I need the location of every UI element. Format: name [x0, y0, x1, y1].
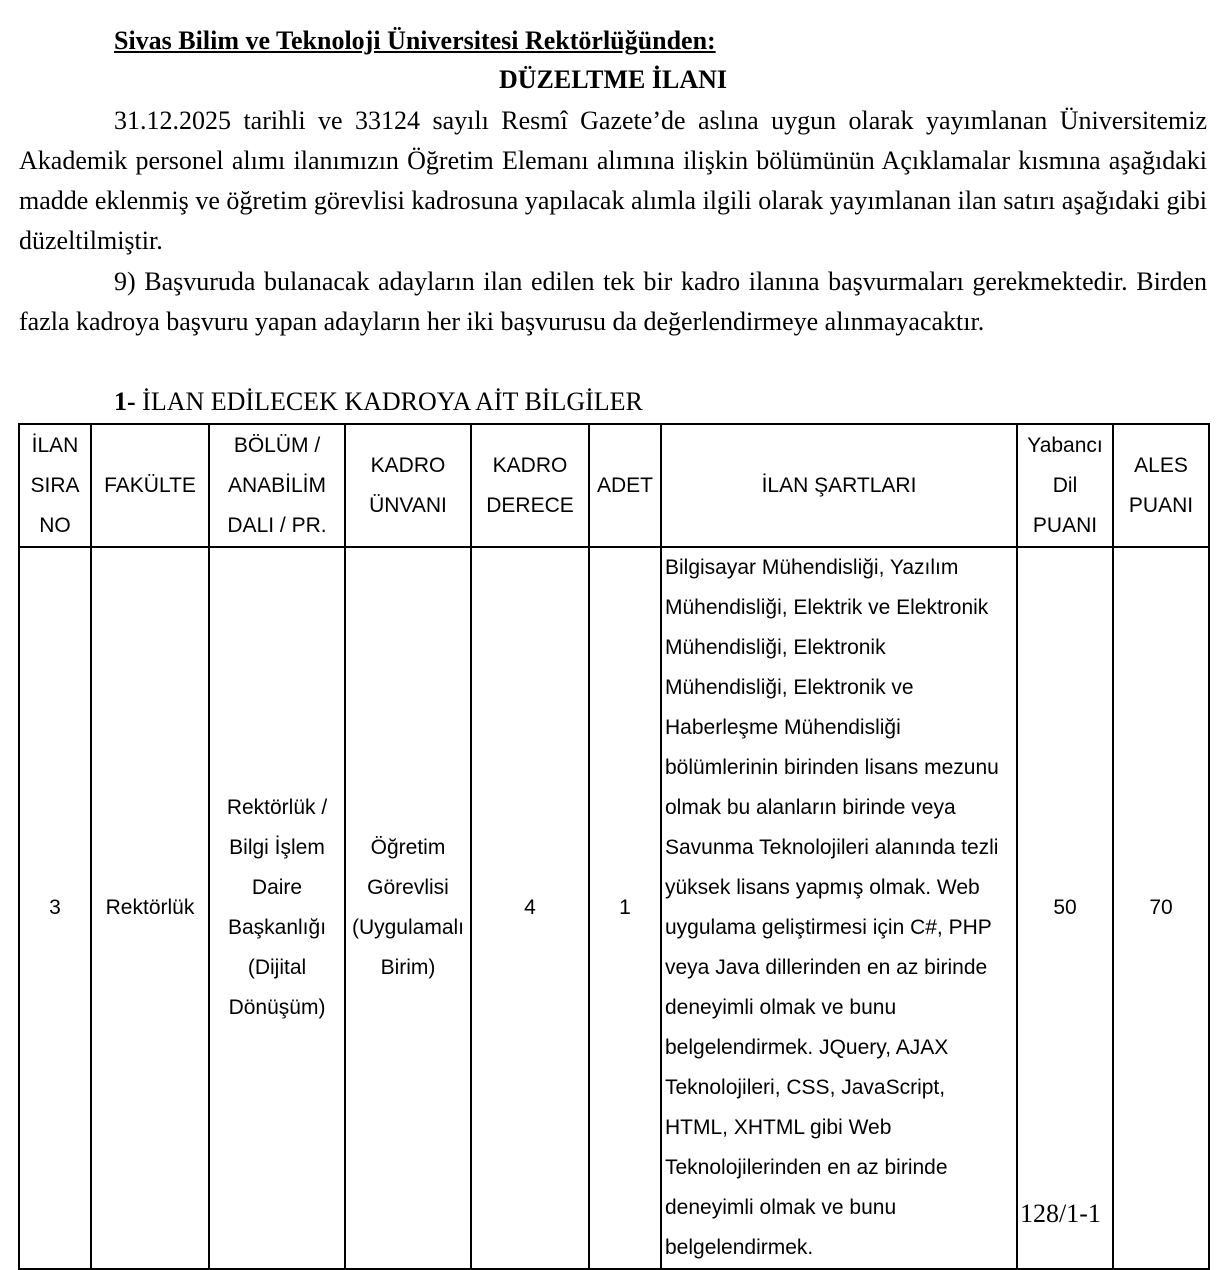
position-table	[18, 423, 1210, 1270]
table-header-row	[19, 424, 1209, 547]
notice-title: DÜZELTME İLANI	[498, 65, 728, 94]
cell-ilan-sartlari: Bilgisayar Mühendisliği, Yazılım Mühendisliği, Elektrik ve Elektronik Mühendisliği, Elektronik Mühendisliği, Elektronik ve Haberleşme Mühendisliği bölümlerinin birinden lisans mezunu olmak bu alanların birinde veya Savunma Teknolojileri alanında tezli yüksek lisans yapmış olmak. Web uygulama geliştirmesi için C#, PHP veya Java dillerinden en az birinde deneyimli olmak ve bunu belgelendirmek. JQuery, AJAX Teknolojileri, CSS, JavaScript, HTML, XHTML gibi Web Teknolojilerinden en az birinde deneyimli olmak ve bunu belgelendirmek.	[661, 547, 1017, 1269]
cell-ales: 70	[1113, 547, 1209, 1269]
section-heading	[114, 384, 643, 420]
cell-adet: 1	[589, 547, 661, 1269]
cell-bolum: Rektörlük / Bilgi İşlem Daire Başkanlığı (Dijital Dönüşüm)	[209, 547, 345, 1269]
section-title: İLAN EDİLECEK KADROYA AİT BİLGİLER	[142, 387, 643, 416]
cell-ilan-sira-no: 3	[19, 547, 91, 1269]
header-kadro-derece: KADRO DERECE	[471, 424, 589, 547]
header-adet: ADET	[589, 424, 661, 547]
header-kadro-unvani: KADRO ÜNVANI	[345, 424, 471, 547]
cell-kadro-unvani: Öğretim Görevlisi (Uygulamalı Birim)	[345, 547, 471, 1269]
header-bolum: BÖLÜM / ANABİLİM DALI / PR.	[209, 424, 345, 547]
header-fakulte: FAKÜLTE	[91, 424, 209, 547]
page-number: 128/1-1	[1020, 1199, 1101, 1228]
added-article-paragraph: 9) Başvuruda bulanacak adayların ilan edilen tek bir kadro ilanına başvurmaları gerekmektedir. Birden fazla kadroya başvuru yapan adayların her iki başvurusu da değerlendirmeye alınmayacaktır.	[19, 267, 1207, 336]
cell-fakulte: Rektörlük	[91, 547, 209, 1269]
cell-yabanci-dil: 50	[1017, 547, 1113, 1269]
section-number: 1-	[114, 387, 136, 416]
header-ales: ALES PUANI	[1113, 424, 1209, 547]
header-ilan-sartlari: İLAN ŞARTLARI	[661, 424, 1017, 547]
institution-heading: Sivas Bilim ve Teknoloji Üniversitesi Rektörlüğünden:	[114, 26, 716, 55]
header-ilan-sira-no: İLAN SIRA NO	[19, 424, 91, 547]
table-row	[19, 547, 1209, 1269]
correction-paragraph: 31.12.2025 tarihli ve 33124 sayılı Resmî Gazete’de aslına uygun olarak yayımlanan Üniversitemiz Akademik personel alımı ilanımızın Öğretim Elemanı alımına ilişkin bölümünün Açıklamalar kısmına aşağıdaki madde eklenmiş ve öğretim görevlisi kadrosuna yapılacak alımla ilgili olarak yayımlanan ilan satırı aşağıdaki gibi düzeltilmiştir.	[19, 106, 1207, 255]
header-yabanci-dil: Yabancı Dil PUANI	[1017, 424, 1113, 547]
cell-kadro-derece: 4	[471, 547, 589, 1269]
